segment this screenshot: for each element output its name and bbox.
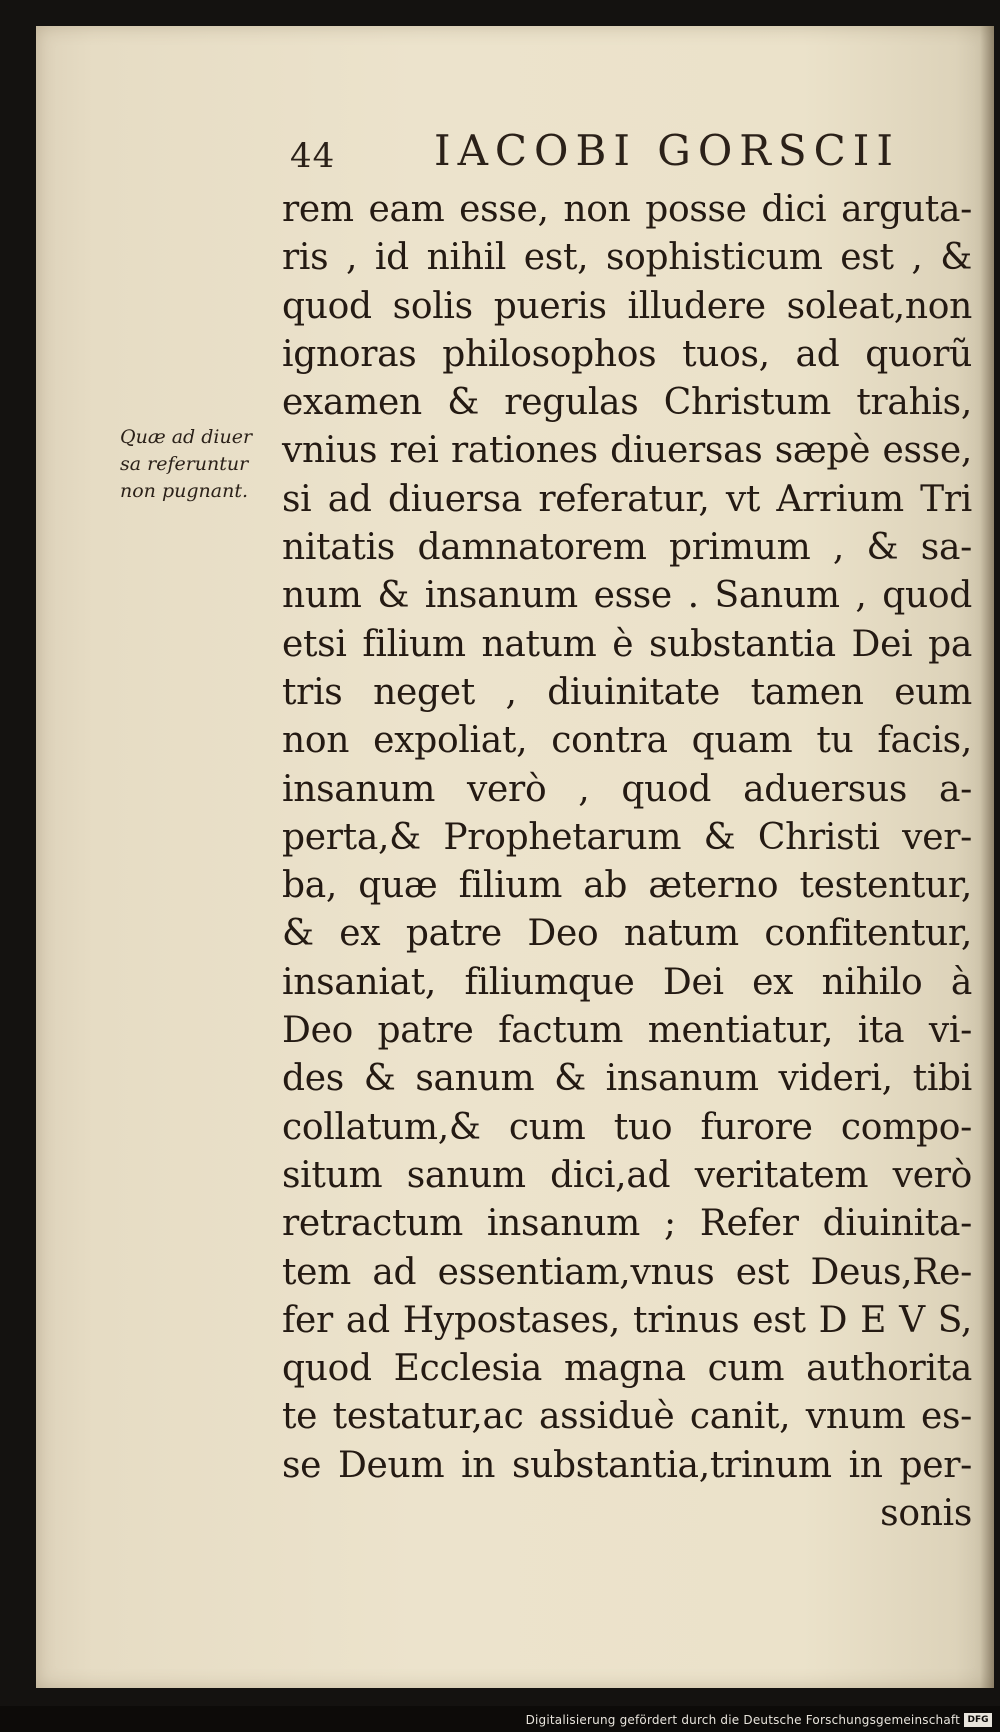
text-line: tem ad essentiam,vnus est Deus,Re- <box>282 1251 972 1293</box>
text-line: collatum,& cum tuo furore compo- <box>282 1106 972 1148</box>
running-head: IACOBI GORSCII <box>434 126 900 175</box>
text-line: nitatis damnatorem primum , & sa- <box>282 527 972 569</box>
page-header <box>36 112 994 176</box>
text-line: te testatur,ac assiduè canit, vnum es- <box>282 1396 972 1438</box>
book-page <box>36 26 994 1688</box>
text-line: quod Ecclesia magna cum authorita <box>282 1348 972 1390</box>
text-line: se Deum in substantia,trinum in per- <box>282 1444 972 1486</box>
text-line: fer ad Hypostases, trinus est D E V S, <box>282 1299 972 1341</box>
text-line: insanum verò , quod aduersus a- <box>282 768 972 810</box>
text-line: situm sanum dici,ad veritatem verò <box>282 1154 972 1196</box>
text-line: quod solis pueris illudere soleat,non <box>282 285 972 327</box>
text-line: rem eam esse, non posse dici arguta- <box>282 189 972 230</box>
marginal-note-line: Quæ ad diuer <box>120 426 253 448</box>
body-text <box>282 186 972 1538</box>
dfg-logo-icon: DFG <box>964 1713 992 1727</box>
text-line: Deo patre factum mentiatur, ita vi- <box>282 1010 972 1052</box>
page-number: 44 <box>290 136 336 176</box>
text-line: & ex patre Deo natum confitentur, <box>282 913 972 955</box>
text-line: des & sanum & insanum videri, tibi <box>282 1058 972 1100</box>
text-line: non expoliat, contra quam tu facis, <box>282 720 972 762</box>
text-line: vnius rei rationes diuersas sæpè esse, <box>282 430 972 472</box>
text-line: perta,& Prophetarum & Christi ver- <box>282 816 972 858</box>
text-line: examen & regulas Christum trahis, <box>282 382 972 424</box>
footer-bar <box>0 1706 1000 1732</box>
page-edge-shadow <box>980 26 994 1688</box>
text-line: retractum insanum ; Refer diuinita- <box>282 1203 972 1245</box>
text-line: tris neget , diuinitate tamen eum <box>282 671 972 713</box>
text-line: insaniat, filiumque Dei ex nihilo à <box>282 961 972 1003</box>
catchword: sonis <box>880 1493 972 1535</box>
marginal-note-line: non pugnant. <box>120 480 248 502</box>
marginal-note-line: sa referuntur <box>120 453 249 475</box>
text-line: num & insanum esse . Sanum , quod <box>282 575 972 617</box>
footer-credit: Digitalisierung gefördert durch die Deutsche Forschungsgemeinschaft <box>525 1713 960 1727</box>
text-line: si ad diuersa referatur, vt Arrium Tri <box>282 478 972 520</box>
text-line: ris , id nihil est, sophisticum est , & <box>282 237 972 279</box>
text-line: ba, quæ filium ab æterno testentur, <box>282 865 972 907</box>
text-line: etsi filium natum è substantia Dei pa <box>282 623 972 665</box>
text-line: ignoras philosophos tuos, ad quorũ <box>282 333 972 375</box>
